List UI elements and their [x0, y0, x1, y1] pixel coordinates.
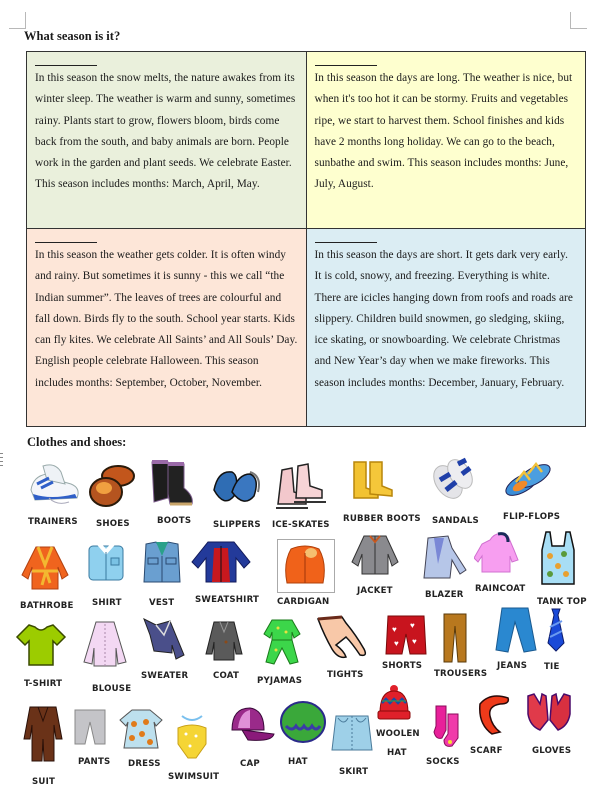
label-jeans: JEANS — [497, 661, 528, 671]
label-cap: CAP — [240, 759, 260, 769]
hat-icon — [278, 698, 328, 746]
pants-icon — [73, 708, 107, 748]
label-cardigan: CARDIGAN — [277, 597, 330, 607]
season-description: In this season the days are short. It gets dark very early. It is cold, snowy, and freezing. Everything is white. There are icicles hanging down from roofs and roads are slippery. Children build snowmen, go sledging, skiing, ice skating, or snowboarding. We celebrate Christmas and New Year’s day when we make fireworks. This season includes months: December, January, February. — [314, 249, 573, 389]
slippers-icon — [210, 462, 262, 510]
label-sweater: SWEATER — [141, 671, 189, 681]
label-sweatshirt: SWEATSHIRT — [195, 595, 260, 605]
trousers-icon — [442, 612, 468, 664]
ice-skates-icon — [272, 462, 330, 514]
label-vest: VEST — [149, 598, 175, 608]
label-t-shirt: T-SHIRT — [24, 679, 63, 689]
season-cell-summer — [306, 52, 586, 229]
label-trousers: TROUSERS — [434, 669, 488, 679]
shirt-icon — [85, 540, 127, 584]
label-skirt: SKIRT — [339, 767, 369, 777]
label-woolen: WOOLEN — [376, 729, 420, 739]
clothes-section-title: Clothes and shoes: — [27, 435, 127, 449]
raincoat-icon — [474, 530, 520, 578]
season-cell-autumn — [27, 229, 307, 427]
svg-text:♥: ♥ — [410, 621, 415, 630]
tights-icon — [316, 615, 370, 659]
answer-blank[interactable] — [35, 233, 97, 243]
label-dress: DRESS — [128, 759, 161, 769]
bathrobe-icon — [18, 545, 72, 591]
svg-text:♥: ♥ — [392, 625, 397, 634]
answer-blank[interactable] — [315, 56, 377, 66]
trainers-icon — [27, 458, 83, 508]
label-tie: TIE — [544, 662, 560, 672]
label-raincoat: RAINCOAT — [475, 584, 526, 594]
gloves-icon — [524, 690, 574, 736]
cap-icon — [228, 706, 278, 746]
label-boots: BOOTS — [157, 516, 192, 526]
suit-icon — [22, 705, 64, 763]
dress-icon — [118, 708, 164, 750]
label-swimsuit: SWIMSUIT — [168, 772, 220, 782]
label-tights: TIGHTS — [327, 670, 364, 680]
scarf-icon — [470, 690, 514, 736]
label-trainers: TRAINERS — [28, 517, 78, 527]
label-shirt: SHIRT — [92, 598, 122, 608]
swimsuit-icon — [172, 714, 212, 760]
season-description: In this season the weather gets colder. It is often windy and rainy. But sometimes it is sunny - this we call “the Indian summer”. The leaves of trees are colourful and fall down. Birds fly to the south. School year starts. Kids can fly kites. We celebrate All Saints’ and All Souls’ Day. English people celebrate Halloween. This season includes months: September, October, November. — [35, 249, 298, 389]
shoes-icon — [88, 460, 138, 510]
label-pyjamas: PYJAMAS — [257, 676, 303, 686]
pyjamas-icon — [262, 618, 302, 666]
svg-text:♥: ♥ — [412, 637, 417, 646]
sandals-icon — [432, 452, 474, 502]
woolen-hat-icon — [376, 683, 412, 723]
label-hat: HAT — [288, 757, 308, 767]
tie-icon — [546, 607, 566, 653]
blouse-icon — [82, 618, 128, 670]
coat-icon — [204, 620, 244, 662]
boots-icon — [150, 458, 196, 508]
label-gloves: GLOVES — [532, 746, 572, 756]
tank-top-icon — [540, 530, 576, 586]
shorts-icon — [384, 614, 428, 658]
jeans-icon — [494, 606, 538, 654]
label-bathrobe: BATHROBE — [20, 601, 74, 611]
label-coat: COAT — [213, 671, 240, 681]
label-blazer: BLAZER — [425, 590, 464, 600]
socks-icon — [432, 704, 464, 748]
label-scarf: SCARF — [470, 746, 503, 756]
sweater-icon — [140, 615, 188, 661]
label-shorts: SHORTS — [382, 661, 423, 671]
label-flip-flops: FLIP-FLOPS — [503, 512, 561, 522]
page-corner-mark — [9, 12, 26, 29]
vest-icon — [142, 540, 182, 586]
seasons-table — [26, 51, 586, 427]
label-sandals: SANDALS — [432, 516, 479, 526]
jacket-icon — [350, 532, 400, 576]
season-cell-winter — [306, 229, 586, 427]
skirt-icon — [330, 714, 374, 756]
worksheet-title: What season is it? — [24, 29, 121, 43]
page-corner-mark — [570, 12, 587, 29]
t-shirt-icon — [15, 623, 67, 667]
label-socks: SOCKS — [426, 757, 460, 767]
label-pants: PANTS — [78, 757, 111, 767]
label-tank-top: TANK TOP — [537, 597, 587, 607]
label-woolen-hat: HAT — [387, 748, 407, 758]
answer-blank[interactable] — [35, 56, 97, 66]
label-blouse: BLOUSE — [92, 684, 132, 694]
label-jacket: JACKET — [357, 586, 393, 596]
season-description: In this season the snow melts, the nature awakes from its winter sleep. The weather is warm and sunny, sometimes rainy. Plants start to grow, flowers bloom, birds come back from the south, and baby animals are born. People work in the garden and plant seeds. We celebrate Easter. This season includes months: March, April, May. — [35, 72, 296, 191]
label-ice-skates: ICE-SKATES — [272, 520, 330, 530]
label-shoes: SHOES — [96, 519, 130, 529]
sweatshirt-icon — [190, 538, 252, 584]
flip-flops-icon — [502, 458, 554, 500]
season-description: In this season the days are long. The weather is nice, but when it's too hot it can be stormy. Fruits and vegetables ripe, we start to harvest them. School finishes and kids have 2 months long holiday. We can go to the beach, sunbathe and swim. This season includes months: June, July, August. — [314, 72, 573, 191]
label-rubber-boots: RUBBER BOOTS — [343, 514, 421, 524]
rubber-boots-icon — [350, 460, 394, 502]
answer-blank[interactable] — [315, 233, 377, 243]
cardigan-icon — [281, 543, 329, 587]
label-slippers: SLIPPERS — [213, 520, 261, 530]
ruler-marks — [0, 453, 3, 467]
label-suit: SUIT — [32, 777, 56, 787]
blazer-icon — [418, 534, 468, 582]
svg-text:♥: ♥ — [394, 639, 399, 648]
season-cell-spring — [27, 52, 307, 229]
